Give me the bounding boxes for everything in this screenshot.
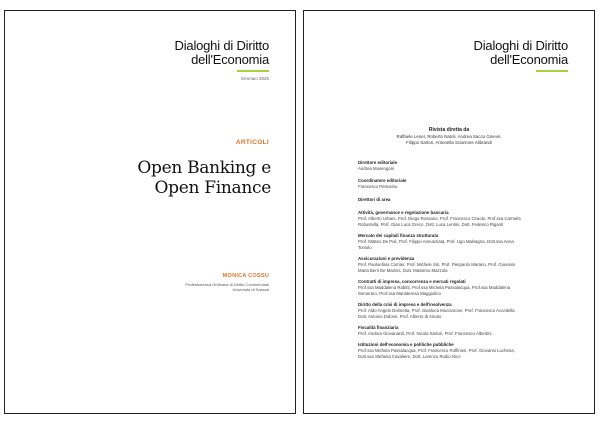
board-block-editorial-coordinator [358, 178, 568, 190]
board-block-line: Dott.ssa Stefania Cavaliere, Dott. Lorenzo Rodio Nico [358, 354, 461, 359]
journal-title [175, 39, 269, 67]
board-block-line: Dott. Antonio Didone, Prof. Alberto di Amato [358, 314, 442, 319]
board-block-heading: Attività, governance e regolazione bancaria [358, 210, 449, 215]
journal-title [474, 39, 568, 67]
board-block-heading: Contratti di impresa, concorrenza e mercati regolati [358, 279, 466, 284]
board-block-line: Andrea Musengoni [358, 166, 395, 171]
board-block-line: Prof.ssa Maddalena Rabitti, Prof.ssa Michela Passalacqua, Prof.ssa Maddalena [358, 285, 511, 290]
board-block-area-directors [358, 197, 568, 203]
board-block-heading: Coordinatore editoriale [358, 178, 407, 183]
board-block-insolvency [358, 302, 568, 320]
board-block-line: Prof. Paoloefisio Corrias, Prof. Michele Siri, Prof. Pierpaolo Marano, Prof. Giovanni [358, 262, 516, 267]
directors-list [364, 134, 534, 146]
board-block-contracts [358, 279, 568, 297]
author-affiliation [185, 282, 269, 292]
board-block-line: Prof. Alberto Urbani, Prof. Diego Rossano, Prof. Francesco Ciraolo, Prof.ssa Carmela [358, 216, 521, 221]
accent-bar [536, 70, 568, 72]
board-block-line: Maria Berti De Marinis, Dott. Massimo Mazzola [358, 268, 448, 273]
board-block-heading: Fiscalità finanziaria [358, 325, 399, 330]
directors-line1: Raffaele Lener, Roberto Natoli, Andrea Sacco Ginevri, [396, 134, 502, 139]
board-block-tax [358, 325, 568, 337]
board-block-line: Prof. Andrea Giovanardi, Prof. Nicola Sartori, Prof. Francesco Albertini [358, 331, 492, 336]
affiliation-line2: Università di Sassari [232, 287, 269, 292]
board-block-line: Prof. Matteo De Poli, Prof. Filippo Annunziata, Prof. Ugo Malvagna, Dott.ssa Anna [358, 239, 514, 244]
board-block-line: Prof.ssa Michela Passalacqua, Prof. Francesco Ruffinieri, Prof. Giovanni Luchena, [358, 348, 515, 353]
issue-date: Gennaio 2026 [240, 76, 269, 81]
affiliation-line1: Professoressa Ordinaria di Diritto Commerciale [185, 282, 269, 287]
board-block-heading: Mercato dei capitali finanza strutturata [358, 233, 439, 238]
editorial-board-page [303, 10, 595, 414]
section-label: ARTICOLI [235, 139, 269, 146]
board-block-heading: Assicurazioni e previdenza [358, 256, 415, 261]
board-block-line: Toniolo [358, 245, 372, 250]
board-block-heading: Diritto della crisi di impresa e dell'insolvenza [358, 302, 452, 307]
board-block-insurance [358, 256, 568, 274]
journal-title-line1: Dialoghi di Diritto [473, 38, 568, 53]
author-name: MONICA COSSU [222, 273, 269, 279]
board-block-line: Francesco Pertusino [358, 184, 398, 189]
journal-title-line2: dell'Economia [191, 52, 269, 67]
board-block-line: Prof. Aldo Angelo Dolmetta, Prof. Gianluca Mucciarone, Prof. Francesco Accettella [358, 308, 515, 313]
board-block-banking [358, 210, 568, 228]
board-block-line: Semeraro, Prof.ssa Mariateresa Maggiolino [358, 291, 441, 296]
direction-title: Rivista diretta da [428, 127, 470, 133]
journal-cover-page [4, 10, 296, 414]
journal-title-line1: Dialoghi di Diritto [174, 38, 269, 53]
board-block-heading: Istituzioni dell'economia e politiche pubbliche [358, 342, 454, 347]
directors-line2: Filippo Sartori, Antonella Sciarrone Alibrandi [406, 140, 492, 145]
article-title-line1: Open Banking e [137, 158, 271, 178]
board-block-heading: Direttori di area [358, 197, 391, 202]
article-title-line2: Open Finance [154, 178, 271, 198]
article-title [137, 158, 271, 198]
board-block-line: Robustella, Prof. Gian Luca Greco, Dott. Luca Lentini, Dott. Federico Riganti [358, 222, 504, 227]
board-block-capital-markets [358, 233, 568, 251]
board-block-institutions [358, 342, 568, 360]
accent-bar [237, 70, 269, 72]
journal-title-line2: dell'Economia [490, 52, 568, 67]
board-block-heading: Direttore editoriale [358, 160, 398, 165]
board-block-editorial-director [358, 160, 568, 172]
